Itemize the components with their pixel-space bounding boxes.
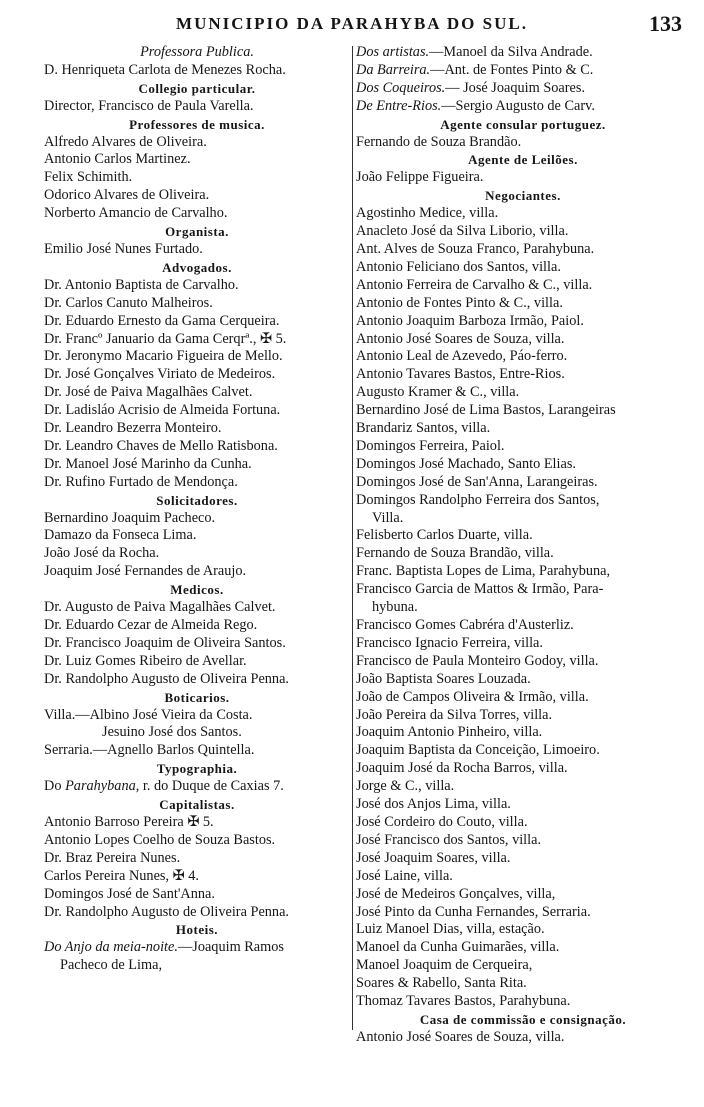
left-column xyxy=(44,44,350,975)
collegio-director: Director, Francisco de Paula Varella. xyxy=(44,97,254,114)
commissao-heading: Casa de commissão e consignação. xyxy=(419,1011,627,1027)
list-item: Franc. Baptista Lopes de Lima, Parahybuna, xyxy=(356,563,611,580)
solicitadores-heading: Solicitadores. xyxy=(156,492,238,508)
list-item: Manoel Joaquim de Cerqueira, xyxy=(356,957,533,974)
list-item: Francisco Gomes Cabréra d'Austerliz. xyxy=(356,617,574,633)
list-item: Villa.—Albino José Vieira da Costa. xyxy=(44,706,253,723)
hotel-name: Do Anjo da meia-noite. xyxy=(44,939,178,956)
list-item: Felisberto Carlos Duarte, villa. xyxy=(356,527,533,544)
hotel-entry xyxy=(356,98,690,116)
list-item: José dos Anjos Lima, villa. xyxy=(356,796,511,813)
list-item: Manoel da Cunha Guimarães, villa. xyxy=(356,939,560,956)
list-item: Antonio Tavares Bastos, Entre-Rios. xyxy=(356,366,565,383)
leiloes-heading: Agente de Leilões. xyxy=(468,152,578,168)
list-item: Serraria.—Agnello Barlos Quintella. xyxy=(44,742,255,759)
list-item: Antonio Ferreira de Carvalho & C., villa. xyxy=(356,276,593,293)
hotel-name: Dos Coqueiros. xyxy=(356,79,446,96)
typographia-entry xyxy=(44,778,350,796)
list-item: Antonio Leal de Azevedo, Páo-ferro. xyxy=(356,348,568,365)
list-item: Domingos José Machado, Santo Elias. xyxy=(356,455,576,472)
list-item: Augusto Kramer & C., villa. xyxy=(356,384,520,401)
list-item: Damazo da Fonseca Lima. xyxy=(44,527,197,544)
hotel-owner: —Joaquim Ramos xyxy=(177,939,284,956)
list-item: Anacleto José da Silva Liborio, villa. xyxy=(356,223,569,240)
list-item: Dr. José de Paiva Magalhães Calvet. xyxy=(44,384,253,401)
list-item: Antonio Barroso Pereira ✠ 5. xyxy=(44,813,214,830)
right-column xyxy=(356,44,690,1047)
professora-name: D. Henriqueta Carlota de Menezes Rocha. xyxy=(44,61,286,78)
list-item: Emilio José Nunes Furtado. xyxy=(44,240,203,257)
list-item: Bernardino Joaquim Pacheco. xyxy=(44,509,216,526)
list-item: João Baptista Soares Louzada. xyxy=(356,670,531,687)
list-item: Fernando de Souza Brandão. xyxy=(356,133,522,150)
consul-heading: Agente consular portuguez. xyxy=(440,116,606,132)
list-item-continued: Villa. xyxy=(372,509,404,526)
collegio-heading: Collegio particular. xyxy=(138,80,256,96)
list-item: Soares & Rabello, Santa Rita. xyxy=(356,975,527,992)
hotel-name: Dos artistas. xyxy=(356,44,430,60)
list-item: Antonio José Soares de Souza, villa. xyxy=(356,1028,565,1045)
list-item: Thomaz Tavares Bastos, Parahybuna. xyxy=(356,993,571,1010)
list-item: Jesuino José dos Santos. xyxy=(102,724,242,741)
page-header xyxy=(0,11,704,42)
list-item: Dr. Carlos Canuto Malheiros. xyxy=(44,294,213,311)
list-item: Antonio Lopes Coelho de Souza Bastos. xyxy=(44,831,276,848)
boticarios-heading: Boticarios. xyxy=(164,689,230,705)
list-item: Dr. Randolpho Augusto de Oliveira Penna. xyxy=(44,670,290,687)
organista-heading: Organista. xyxy=(165,224,229,240)
list-item: Dr. Rufino Furtado de Mendonça. xyxy=(44,473,238,490)
typographia-prefix: Do xyxy=(44,778,66,795)
list-item: Dr. Leandro Bezerra Monteiro. xyxy=(44,420,222,437)
list-item: Antonio de Fontes Pinto & C., villa. xyxy=(356,294,563,311)
list-item: Dr. Leandro Chaves de Mello Ratisbona. xyxy=(44,437,278,454)
professora-label: Professora Publica. xyxy=(140,44,254,60)
list-item: Francisco de Paula Monteiro Godoy, villa. xyxy=(356,652,599,669)
hotel-owner-continued: Pacheco de Lima, xyxy=(60,957,163,974)
list-item: Dr. Francº Januario da Gama Cerqrª., ✠ 5. xyxy=(44,330,287,347)
musica-heading: Professores de musica. xyxy=(129,116,265,132)
hotel-owner: —Sergio Augusto de Carv. xyxy=(441,97,595,114)
list-item: Dr. Manoel José Marinho da Cunha. xyxy=(44,455,252,472)
list-item: José Joaquim Soares, villa. xyxy=(356,849,511,866)
list-item: Odorico Alvares de Oliveira. xyxy=(44,187,210,204)
list-item: Dr. Ladisláo Acrisio de Almeida Fortuna. xyxy=(44,402,281,419)
list-item: Ant. Alves de Souza Franco, Parahybuna. xyxy=(356,240,595,257)
list-item: Norberto Amancio de Carvalho. xyxy=(44,205,228,222)
list-item: Joaquim Baptista da Conceição, Limoeiro. xyxy=(356,742,600,759)
medicos-heading: Medicos. xyxy=(170,582,224,598)
list-item: Dr. Antonio Baptista de Carvalho. xyxy=(44,276,239,293)
list-item: Carlos Pereira Nunes, ✠ 4. xyxy=(44,867,199,884)
page-title: MUNICIPIO DA PARAHYBA DO SUL. xyxy=(176,14,528,33)
negociantes-heading: Negociantes. xyxy=(485,188,561,204)
list-item: Antonio Carlos Martinez. xyxy=(44,151,191,168)
list-item: Dr. Eduardo Cezar de Almeida Rego. xyxy=(44,617,258,633)
list-item: Luiz Manoel Dias, villa, estação. xyxy=(356,921,545,938)
list-item: Dr. Luiz Gomes Ribeiro de Avellar. xyxy=(44,652,247,669)
list-item: Domingos Ferreira, Paiol. xyxy=(356,437,505,454)
list-item: Domingos Randolpho Ferreira dos Santos, xyxy=(356,491,600,508)
list-item: Francisco Garcia de Mattos & Irmão, Para- xyxy=(356,581,604,598)
hotel-entry xyxy=(356,62,690,80)
list-item: José Francisco dos Santos, villa. xyxy=(356,831,542,848)
hotel-entry xyxy=(356,44,690,62)
list-item: Jorge & C., villa. xyxy=(356,778,455,795)
list-item: Dr. Francisco Joaquim de Oliveira Santos. xyxy=(44,634,286,651)
list-item: Dr. José Gonçalves Viriato de Medeiros. xyxy=(44,366,276,383)
list-item: Domingos José de Sant'Anna. xyxy=(44,885,215,902)
list-item: José Cordeiro do Couto, villa. xyxy=(356,813,528,830)
list-item: Joaquim Antonio Pinheiro, villa. xyxy=(356,724,543,741)
capitalistas-heading: Capitalistas. xyxy=(159,797,235,813)
list-item: João de Campos Oliveira & Irmão, villa. xyxy=(356,688,589,705)
hoteis-heading: Hoteis. xyxy=(175,922,219,938)
list-item: Fernando de Souza Brandão, villa. xyxy=(356,545,554,562)
hotel-owner: —Manoel da Silva Andrade. xyxy=(429,44,593,60)
list-item: João Pereira da Silva Torres, villa. xyxy=(356,706,553,723)
list-item: Felix Schimith. xyxy=(44,169,133,186)
list-item: Joaquim José da Rocha Barros, villa. xyxy=(356,760,568,777)
list-item: Brandariz Santos, villa. xyxy=(356,420,491,437)
list-item: Agostinho Medice, villa. xyxy=(356,205,499,222)
list-item: Dr. Eduardo Ernesto da Gama Cerqueira. xyxy=(44,312,280,329)
typographia-address: , r. do Duque de Caxias 7. xyxy=(135,778,284,795)
hotel-name: Da Barreira. xyxy=(356,61,431,78)
hotel-owner: — José Joaquim Soares. xyxy=(445,79,586,96)
typographia-paper: Parahybana xyxy=(65,778,136,795)
list-item-continued: hybuna. xyxy=(372,599,418,616)
list-item: Dr. Augusto de Paiva Magalhães Calvet. xyxy=(44,599,276,616)
list-item: Bernardino José de Lima Bastos, Larangeiras xyxy=(356,402,616,419)
list-item: João Felippe Figueira. xyxy=(356,169,484,186)
column-divider xyxy=(352,46,353,1030)
list-item: Antonio Joaquim Barboza Irmão, Paiol. xyxy=(356,312,584,329)
list-item: João José da Rocha. xyxy=(44,545,160,562)
list-item: Dr. Braz Pereira Nunes. xyxy=(44,849,181,866)
hotel-name: De Entre-Rios. xyxy=(356,97,442,114)
list-item: José Pinto da Cunha Fernandes, Serraria. xyxy=(356,903,591,920)
page-number: 133 xyxy=(649,11,682,36)
list-item: Antonio José Soares de Souza, villa. xyxy=(356,330,565,347)
list-item: Dr. Jeronymo Macario Figueira de Mello. xyxy=(44,348,283,365)
list-item: Joaquim José Fernandes de Araujo. xyxy=(44,563,247,580)
hotel-entry xyxy=(356,80,690,98)
list-item: José de Medeiros Gonçalves, villa, xyxy=(356,885,556,902)
hotel-owner: —Ant. de Fontes Pinto & C. xyxy=(430,61,594,78)
advogados-heading: Advogados. xyxy=(162,259,232,275)
list-item: Alfredo Alvares de Oliveira. xyxy=(44,133,207,150)
list-item: Domingos José de San'Anna, Larangeiras. xyxy=(356,473,598,490)
list-item: Francisco Ignacio Ferreira, villa. xyxy=(356,634,543,651)
list-item: Antonio Feliciano dos Santos, villa. xyxy=(356,258,561,275)
list-item: José Laine, villa. xyxy=(356,867,453,884)
list-item: Dr. Randolpho Augusto de Oliveira Penna. xyxy=(44,903,290,920)
hotel-entry xyxy=(44,939,350,957)
typographia-heading: Typographia. xyxy=(156,761,238,777)
